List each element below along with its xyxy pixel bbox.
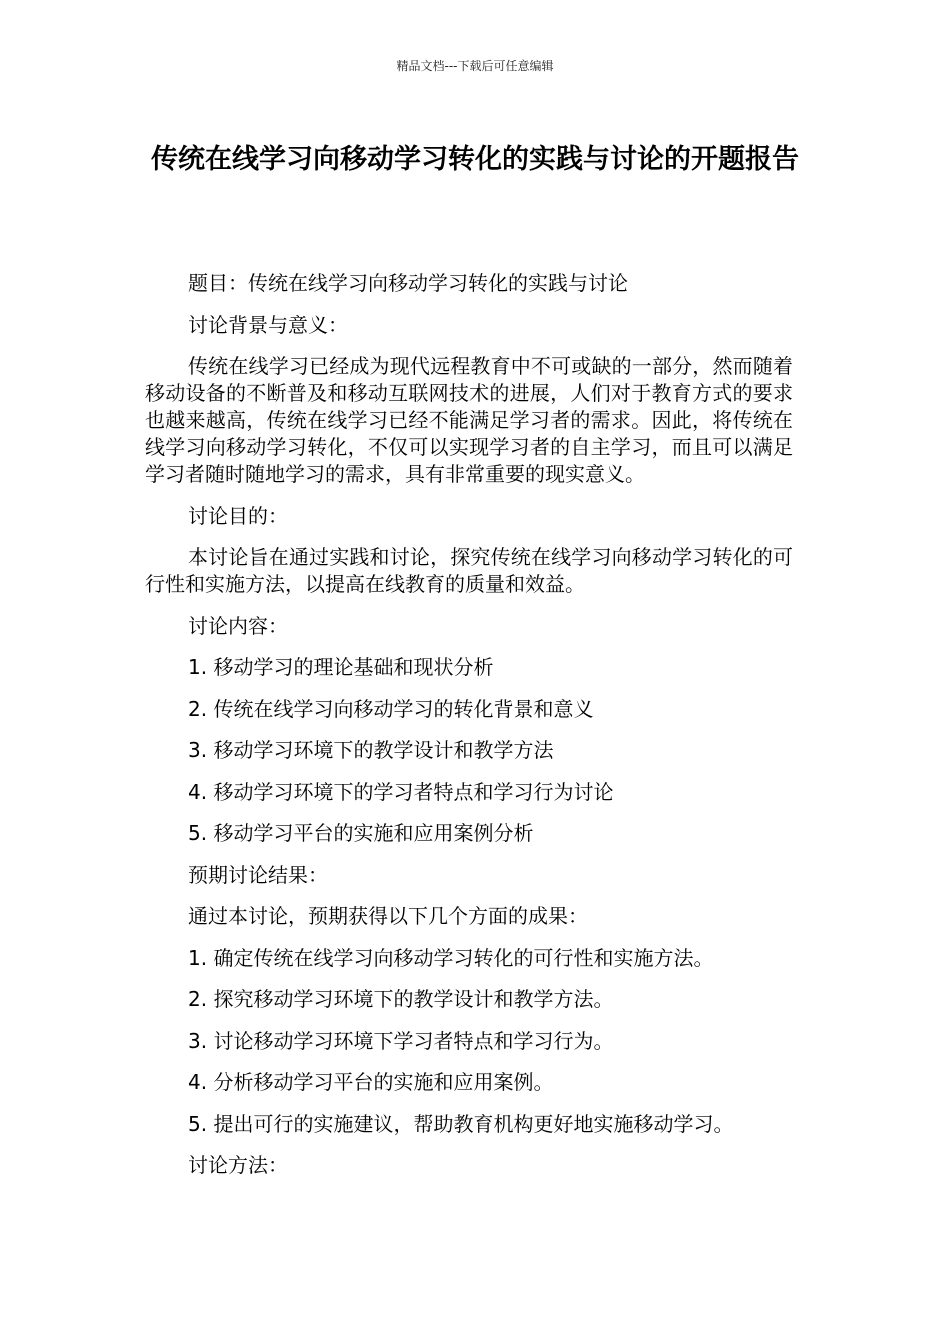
list-item: 4. 移动学习环境下的学习者特点和学习行为讨论 xyxy=(188,779,614,804)
paragraph-expected-intro: 通过本讨论，预期获得以下几个方面的成果： xyxy=(188,904,588,928)
list-item: 3. 移动学习环境下的教学设计和教学方法 xyxy=(188,738,554,762)
heading-expected-results: 预期讨论结果： xyxy=(188,862,328,887)
list-item: 2. 探究移动学习环境下的教学设计和教学方法。 xyxy=(188,987,614,1011)
document-body xyxy=(145,270,793,1194)
list-item: 4. 分析移动学习平台的实施和应用案例。 xyxy=(188,1070,554,1094)
header-note: 精品文档---下载后可任意编辑 xyxy=(396,59,554,73)
list-item: 1. 移动学习的理论基础和现状分析 xyxy=(188,655,494,679)
page-title: 传统在线学习向移动学习转化的实践与讨论的开题报告 xyxy=(151,144,799,175)
heading-content: 讨论内容： xyxy=(188,613,288,638)
paragraph-background: 传统在线学习已经成为现代远程教育中不可或缺的一部分，然而随着移动设备的不断普及和移动互联网技术的进展，人们对于教育方式的要求也越来越高，传统在线学习已经不能满足学习者的需求。因此，将传统在线学习向移动学习转化，不仅可以实现学习者的自主学习，而且可以满足学习者随时随地学习的需求，具有非常重要的现实意义。 xyxy=(145,354,793,486)
heading-purpose: 讨论目的： xyxy=(188,503,288,528)
list-item: 1. 确定传统在线学习向移动学习转化的可行性和实施方法。 xyxy=(188,945,714,970)
heading-background: 讨论背景与意义： xyxy=(188,312,348,337)
paragraph-topic: 题目：传统在线学习向移动学习转化的实践与讨论 xyxy=(188,271,628,295)
heading-method: 讨论方法： xyxy=(188,1153,288,1177)
list-item: 2. 传统在线学习向移动学习的转化背景和意义 xyxy=(188,696,594,721)
list-item: 3. 讨论移动学习环境下学习者特点和学习行为。 xyxy=(188,1028,614,1053)
list-item: 5. 移动学习平台的实施和应用案例分析 xyxy=(188,821,534,845)
list-item: 5. 提出可行的实施建议，帮助教育机构更好地实施移动学习。 xyxy=(188,1111,734,1136)
paragraph-purpose: 本讨论旨在通过实践和讨论，探究传统在线学习向移动学习转化的可行性和实施方法，以提高在线教育的质量和效益。 xyxy=(145,545,793,596)
